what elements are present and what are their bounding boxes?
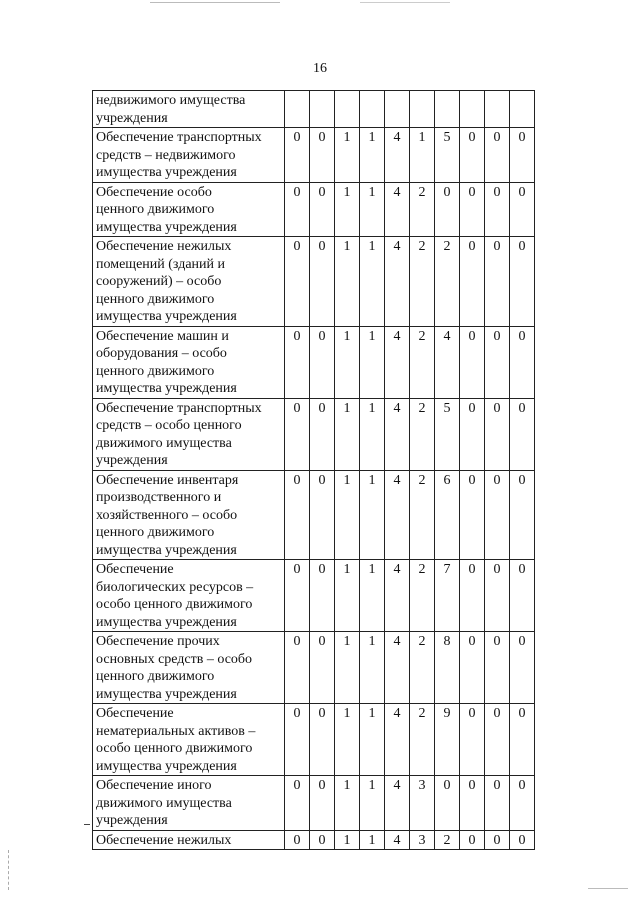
code-digit-cell: 0 — [310, 182, 335, 237]
code-digit-cell: 0 — [460, 632, 485, 704]
code-digit-cell — [410, 91, 435, 128]
code-digit-cell: 2 — [410, 237, 435, 327]
code-digit-cell: 1 — [360, 182, 385, 237]
code-digit-cell: 0 — [510, 326, 535, 398]
code-digit-cell — [435, 91, 460, 128]
code-digit-cell: 2 — [410, 632, 435, 704]
table-row — [93, 470, 535, 560]
code-digit-cell: 4 — [385, 632, 410, 704]
code-digit-cell: 1 — [335, 632, 360, 704]
code-digit-cell: 1 — [360, 128, 385, 183]
code-digit-cell: 4 — [385, 560, 410, 632]
code-digit-cell — [360, 91, 385, 128]
code-digit-cell: 4 — [385, 237, 410, 327]
code-digit-cell: 0 — [310, 470, 335, 560]
code-digit-cell: 1 — [335, 128, 360, 183]
code-digit-cell: 0 — [485, 560, 510, 632]
code-digit-cell: 1 — [360, 398, 385, 470]
code-digit-cell: 4 — [385, 128, 410, 183]
table-row — [93, 326, 535, 398]
table-row — [93, 237, 535, 327]
scan-edge-line — [360, 2, 450, 3]
code-digit-cell: 0 — [460, 470, 485, 560]
table-row — [93, 560, 535, 632]
table-body — [93, 91, 535, 850]
code-digit-cell — [510, 91, 535, 128]
code-digit-cell: 0 — [485, 128, 510, 183]
code-digit-cell: 1 — [410, 128, 435, 183]
code-digit-cell — [385, 91, 410, 128]
code-digit-cell: 4 — [385, 470, 410, 560]
code-digit-cell: 0 — [460, 398, 485, 470]
code-digit-cell: 0 — [310, 398, 335, 470]
code-digit-cell: 1 — [335, 704, 360, 776]
code-digit-cell: 0 — [285, 470, 310, 560]
code-digit-cell: 0 — [285, 398, 310, 470]
scan-margin-mark — [8, 850, 10, 890]
code-digit-cell: 1 — [335, 560, 360, 632]
code-digit-cell: 1 — [335, 326, 360, 398]
code-digit-cell — [335, 91, 360, 128]
code-digit-cell: 2 — [435, 830, 460, 850]
code-digit-cell: 2 — [410, 398, 435, 470]
code-digit-cell: 1 — [335, 398, 360, 470]
code-digit-cell — [285, 91, 310, 128]
code-digit-cell: 0 — [485, 237, 510, 327]
code-digit-cell: 1 — [335, 470, 360, 560]
code-digit-cell: 0 — [310, 830, 335, 850]
code-digit-cell: 2 — [410, 704, 435, 776]
code-digit-cell: 1 — [360, 830, 385, 850]
expense-name-cell: Обеспечение транспортных средств – особо ценного движимого имущества учреждения — [93, 398, 285, 470]
code-digit-cell: 0 — [285, 776, 310, 831]
code-digit-cell: 0 — [485, 326, 510, 398]
code-digit-cell: 1 — [335, 237, 360, 327]
code-digit-cell: 4 — [385, 704, 410, 776]
expense-name-cell: Обеспечение инвентаря производственного и хозяйственного – особо ценного движимого имущества учреждения — [93, 470, 285, 560]
expense-name-cell: Обеспечение нежилых — [93, 830, 285, 850]
expense-name-cell: Обеспечение прочих основных средств – особо ценного движимого имущества учреждения — [93, 632, 285, 704]
table-row — [93, 632, 535, 704]
code-digit-cell: 0 — [485, 182, 510, 237]
code-digit-cell: 0 — [485, 632, 510, 704]
code-digit-cell: 0 — [510, 632, 535, 704]
code-digit-cell: 1 — [360, 237, 385, 327]
table-row — [93, 182, 535, 237]
expense-name-cell: Обеспечение иного движимого имущества учреждения — [93, 776, 285, 831]
margin-dash — [84, 824, 90, 825]
code-digit-cell: 0 — [460, 326, 485, 398]
budget-code-table — [92, 90, 535, 850]
code-digit-cell: 2 — [410, 182, 435, 237]
scan-margin-mark — [588, 888, 628, 889]
code-digit-cell: 0 — [485, 470, 510, 560]
code-digit-cell: 3 — [410, 776, 435, 831]
code-digit-cell: 0 — [285, 704, 310, 776]
code-digit-cell: 4 — [385, 398, 410, 470]
code-digit-cell: 3 — [410, 830, 435, 850]
code-digit-cell: 2 — [410, 470, 435, 560]
expense-name-cell: недвижимого имущества учреждения — [93, 91, 285, 128]
code-digit-cell: 5 — [435, 128, 460, 183]
code-digit-cell: 0 — [310, 560, 335, 632]
expense-name-cell: Обеспечение особо ценного движимого имущества учреждения — [93, 182, 285, 237]
code-digit-cell: 0 — [285, 632, 310, 704]
code-digit-cell: 2 — [410, 326, 435, 398]
expense-name-cell: Обеспечение машин и оборудования – особо ценного движимого имущества учреждения — [93, 326, 285, 398]
table-row — [93, 128, 535, 183]
code-digit-cell: 0 — [460, 560, 485, 632]
code-digit-cell: 0 — [510, 830, 535, 850]
code-digit-cell: 0 — [310, 326, 335, 398]
code-digit-cell: 0 — [510, 128, 535, 183]
code-digit-cell: 0 — [510, 560, 535, 632]
code-digit-cell: 1 — [360, 326, 385, 398]
code-digit-cell: 0 — [460, 830, 485, 850]
code-digit-cell: 0 — [285, 128, 310, 183]
code-digit-cell: 0 — [510, 470, 535, 560]
code-digit-cell: 1 — [335, 830, 360, 850]
code-digit-cell: 0 — [310, 632, 335, 704]
code-digit-cell: 4 — [385, 182, 410, 237]
code-digit-cell: 0 — [310, 776, 335, 831]
code-digit-cell: 0 — [510, 398, 535, 470]
code-digit-cell — [485, 91, 510, 128]
code-digit-cell: 0 — [510, 776, 535, 831]
code-digit-cell: 7 — [435, 560, 460, 632]
code-digit-cell: 0 — [285, 237, 310, 327]
code-digit-cell: 0 — [510, 704, 535, 776]
table-row — [93, 830, 535, 850]
expense-name-cell: Обеспечение биологических ресурсов – особо ценного движимого имущества учреждения — [93, 560, 285, 632]
code-digit-cell: 0 — [285, 182, 310, 237]
code-digit-cell: 0 — [460, 776, 485, 831]
code-digit-cell: 0 — [460, 237, 485, 327]
table-row — [93, 91, 535, 128]
code-digit-cell: 1 — [335, 776, 360, 831]
code-digit-cell: 0 — [435, 776, 460, 831]
code-digit-cell: 0 — [460, 704, 485, 776]
code-digit-cell: 0 — [435, 182, 460, 237]
code-digit-cell: 2 — [435, 237, 460, 327]
code-digit-cell — [310, 91, 335, 128]
code-digit-cell: 0 — [485, 830, 510, 850]
code-digit-cell: 1 — [335, 182, 360, 237]
code-digit-cell: 1 — [360, 632, 385, 704]
code-digit-cell: 1 — [360, 560, 385, 632]
code-digit-cell: 1 — [360, 776, 385, 831]
code-digit-cell: 0 — [485, 398, 510, 470]
code-digit-cell: 0 — [310, 237, 335, 327]
code-digit-cell: 1 — [360, 470, 385, 560]
table-row — [93, 398, 535, 470]
code-digit-cell: 4 — [385, 776, 410, 831]
code-digit-cell: 5 — [435, 398, 460, 470]
scan-edge-line — [150, 2, 280, 3]
code-digit-cell: 0 — [460, 182, 485, 237]
expense-name-cell: Обеспечение нежилых помещений (зданий и сооружений) – особо ценного движимого имущества учреждения — [93, 237, 285, 327]
expense-name-cell: Обеспечение нематериальных активов – особо ценного движимого имущества учреждения — [93, 704, 285, 776]
code-digit-cell: 0 — [460, 128, 485, 183]
code-digit-cell: 2 — [410, 560, 435, 632]
code-digit-cell: 4 — [435, 326, 460, 398]
code-digit-cell: 0 — [285, 560, 310, 632]
expense-name-cell: Обеспечение транспортных средств – недвижимого имущества учреждения — [93, 128, 285, 183]
code-digit-cell: 0 — [510, 237, 535, 327]
code-digit-cell: 9 — [435, 704, 460, 776]
code-digit-cell: 1 — [360, 704, 385, 776]
code-digit-cell: 4 — [385, 830, 410, 850]
code-digit-cell: 0 — [310, 128, 335, 183]
table-row — [93, 776, 535, 831]
code-digit-cell: 0 — [310, 704, 335, 776]
code-digit-cell: 0 — [285, 326, 310, 398]
code-digit-cell: 0 — [285, 830, 310, 850]
code-digit-cell: 0 — [510, 182, 535, 237]
code-digit-cell: 8 — [435, 632, 460, 704]
code-digit-cell: 0 — [485, 776, 510, 831]
table-row — [93, 704, 535, 776]
page-number: 16 — [313, 61, 327, 76]
code-digit-cell: 0 — [485, 704, 510, 776]
code-digit-cell: 4 — [385, 326, 410, 398]
code-digit-cell — [460, 91, 485, 128]
code-digit-cell: 6 — [435, 470, 460, 560]
